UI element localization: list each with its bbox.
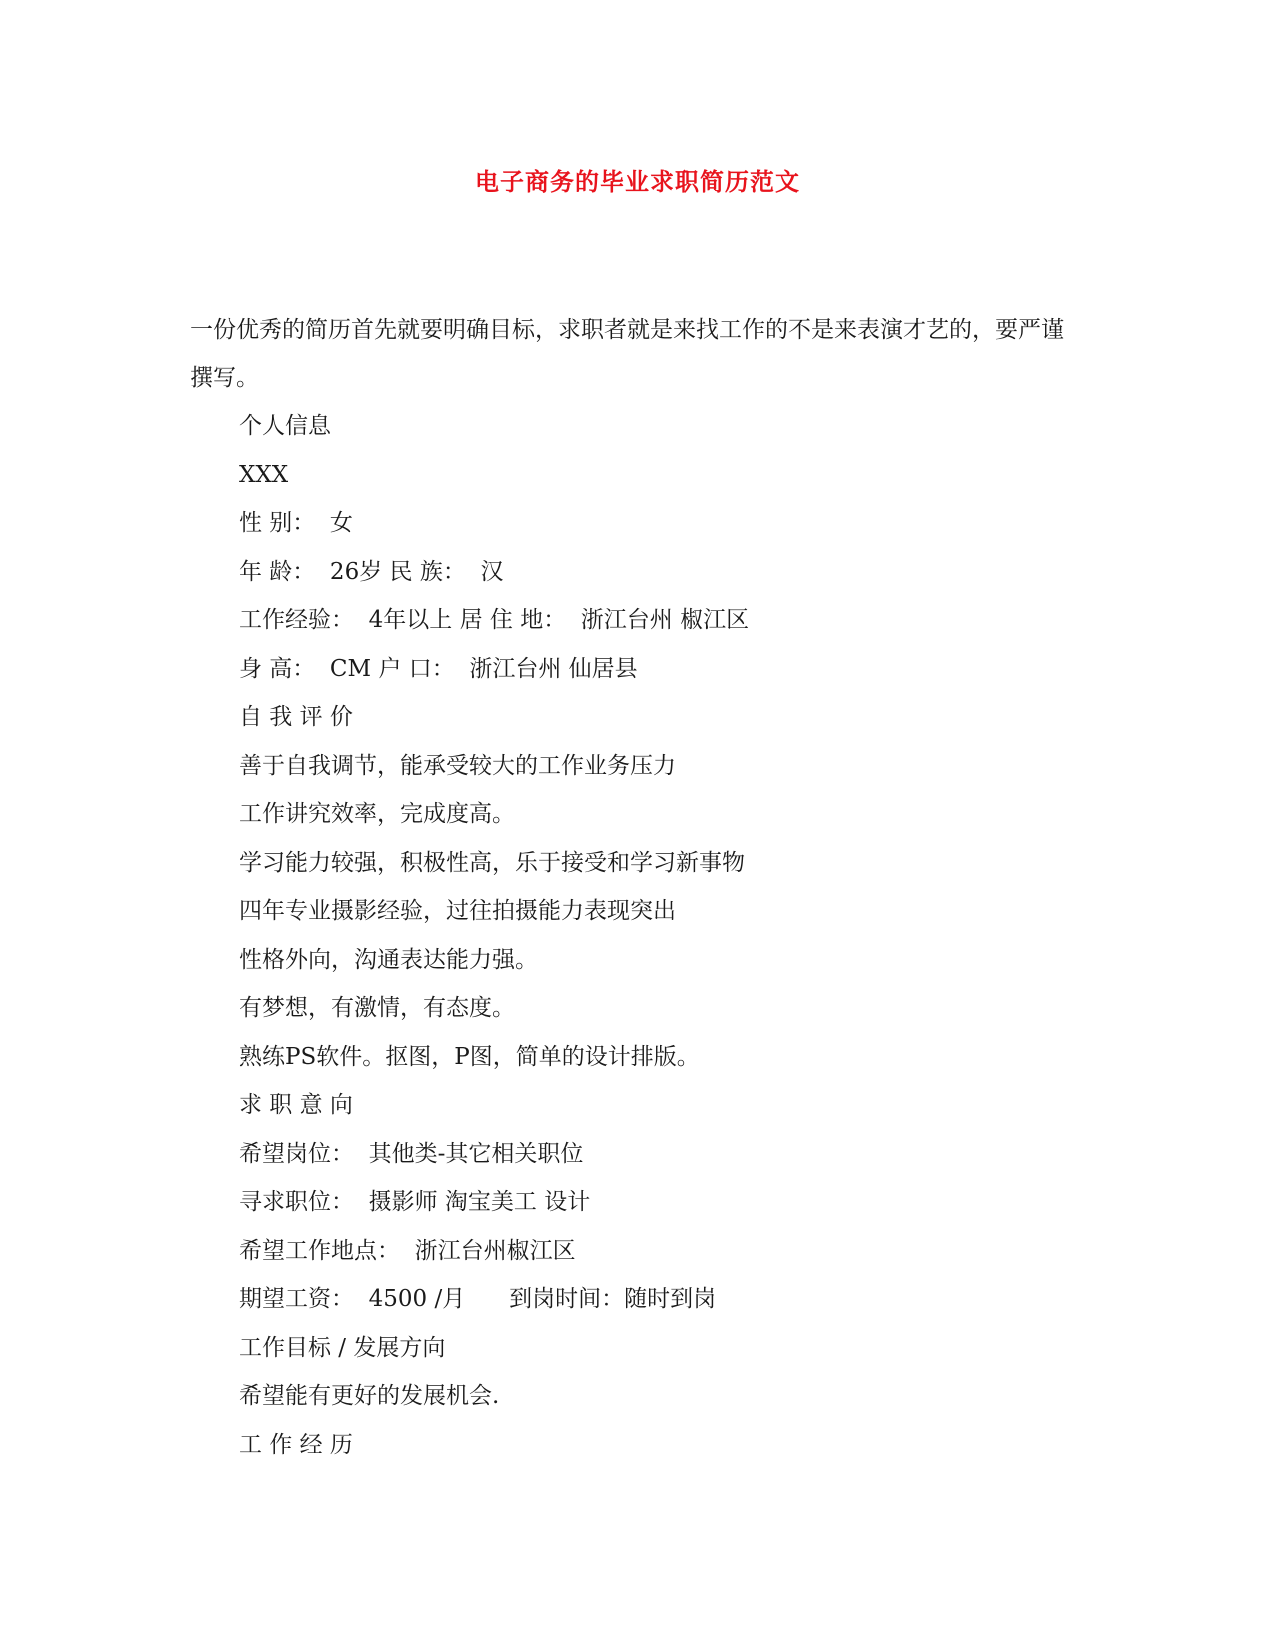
self-evaluation-item: 有梦想，有激情，有态度。 <box>239 995 515 1021</box>
experience-residence-line: 工作经验： 4年以上 居 住 地： 浙江台州 椒江区 <box>239 607 750 633</box>
desired-position-line: 希望岗位： 其他类-其它相关职位 <box>239 1140 584 1167</box>
resume-lines <box>190 402 1070 1469</box>
self-evaluation-item: 性格外向，沟通表达能力强。 <box>239 946 538 973</box>
section-heading-self-evaluation: 自 我 评 价 <box>239 704 353 730</box>
salary-start-line: 期望工资： 4500 /月 到岗时间：随时到岗 <box>239 1286 717 1312</box>
self-evaluation-item: 熟练PS软件。抠图，P图，简单的设计排版。 <box>239 1043 700 1070</box>
age-ethnicity-line: 年 龄： 26岁 民 族： 汉 <box>239 558 504 585</box>
intro-paragraph: 一份优秀的简历首先就要明确目标，求职者就是来找工作的不是来表演才艺的，要严谨撰写。 <box>190 317 1064 391</box>
document-title: 电子商务的毕业求职简历范文 <box>475 168 800 196</box>
section-heading-job-intention: 求 职 意 向 <box>239 1092 353 1118</box>
name-line: XXX <box>239 461 289 488</box>
section-heading-work-history: 工 作 经 历 <box>239 1431 353 1458</box>
self-evaluation-item: 工作讲究效率，完成度高。 <box>239 801 515 827</box>
gender-line: 性 别： 女 <box>239 510 353 536</box>
height-hukou-line: 身 高： CM 户 口： 浙江台州 仙居县 <box>239 655 638 682</box>
self-evaluation-item: 四年专业摄影经验，过往拍摄能力表现突出 <box>239 898 676 924</box>
document-body <box>190 306 1070 1469</box>
goals-line: 希望能有更好的发展机会. <box>239 1383 500 1409</box>
self-evaluation-item: 善于自我调节，能承受较大的工作业务压力 <box>239 752 676 779</box>
self-evaluation-item: 学习能力较强，积极性高，乐于接受和学习新事物 <box>239 849 745 876</box>
section-heading-personal-info: 个人信息 <box>239 413 331 439</box>
sought-job-line: 寻求职位： 摄影师 淘宝美工 设计 <box>239 1189 591 1215</box>
desired-location-line: 希望工作地点： 浙江台州椒江区 <box>239 1237 576 1264</box>
section-heading-goals: 工作目标 / 发展方向 <box>239 1334 446 1361</box>
